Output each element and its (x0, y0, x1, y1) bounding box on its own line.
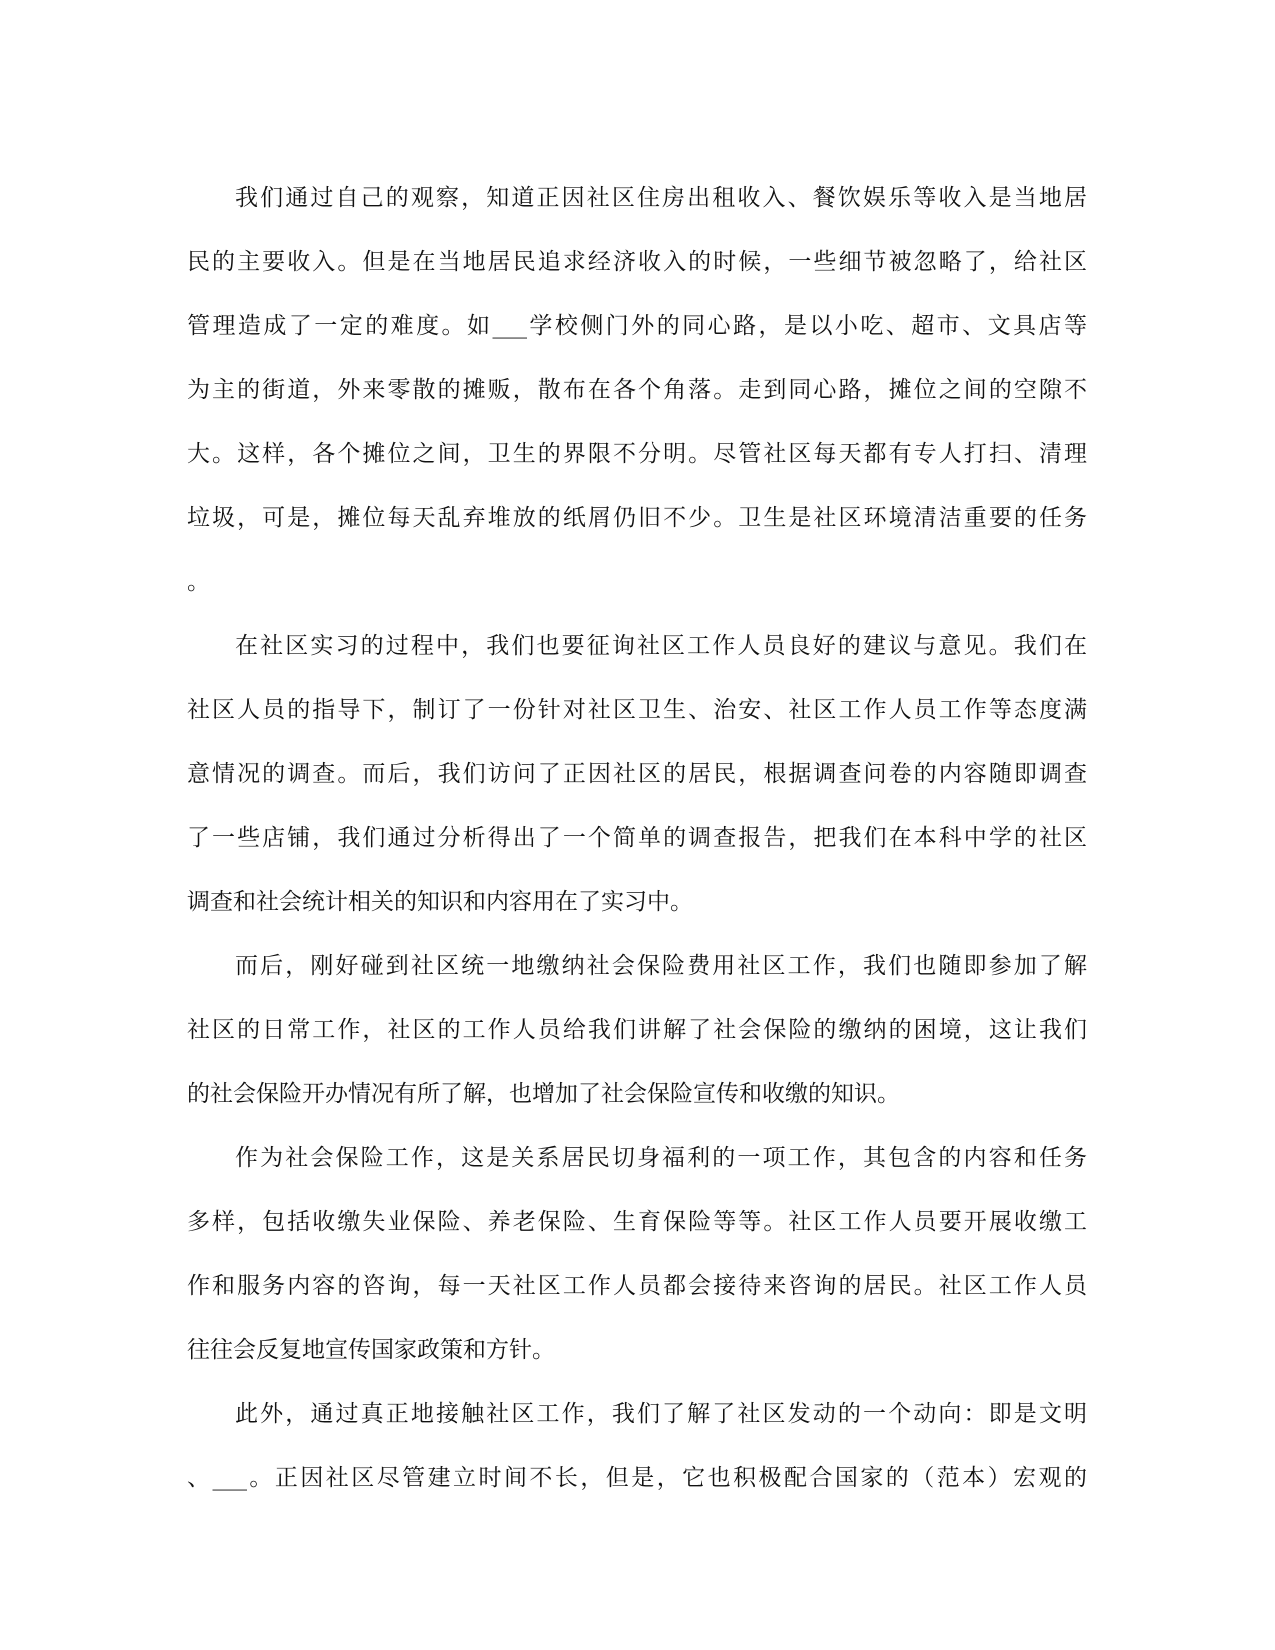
text-line: 作为社会保险工作，这是关系居民切身福利的一项工作，其包含的内容和任务 (235, 1145, 1087, 1171)
text-line: 为主的街道，外来零散的摊贩，散布在各个角落。走到同心路，摊位之间的空隙不 (187, 377, 1087, 403)
text-line: 意情况的调查。而后，我们访问了正因社区的居民，根据调查问卷的内容随即调查 (187, 761, 1087, 787)
text-line: 调查和社会统计相关的知识和内容用在了实习中。 (187, 889, 693, 915)
document-body (187, 166, 1087, 1510)
text-line: 的社会保险开办情况有所了解，也增加了社会保险宣传和收缴的知识。 (187, 1081, 900, 1107)
text-line: 作和服务内容的咨询，每一天社区工作人员都会接待来咨询的居民。社区工作人员 (187, 1273, 1087, 1299)
text-line: 此外，通过真正地接触社区工作，我们了解了社区发动的一个动向：即是文明 (235, 1401, 1087, 1427)
text-line: 社区人员的指导下，制订了一份针对社区卫生、治安、社区工作人员工作等态度满 (187, 697, 1087, 723)
text-line: 多样，包括收缴失业保险、养老保险、生育保险等等。社区工作人员要开展收缴工 (187, 1209, 1087, 1235)
paragraph (187, 934, 1087, 1126)
text-line: 民的主要收入。但是在当地居民追求经济收入的时候，一些细节被忽略了，给社区 (187, 249, 1087, 275)
text-line: 社区的日常工作，社区的工作人员给我们讲解了社会保险的缴纳的困境，这让我们 (187, 1017, 1087, 1043)
text-line: 、___。正因社区尽管建立时间不长，但是，它也积极配合国家的（范本）宏观的 (187, 1465, 1087, 1491)
paragraph (187, 1126, 1087, 1382)
text-line: 而后，刚好碰到社区统一地缴纳社会保险费用社区工作，我们也随即参加了解 (235, 953, 1087, 979)
text-line: 管理造成了一定的难度。如___学校侧门外的同心路，是以小吃、超市、文具店等 (187, 313, 1087, 339)
text-line: 。 (187, 569, 210, 595)
paragraph (187, 1382, 1087, 1510)
text-line: 垃圾，可是，摊位每天乱弃堆放的纸屑仍旧不少。卫生是社区环境清洁重要的任务 (187, 505, 1087, 531)
text-line: 了一些店铺，我们通过分析得出了一个简单的调查报告，把我们在本科中学的社区 (187, 825, 1087, 851)
text-line: 我们通过自己的观察，知道正因社区住房出租收入、餐饮娱乐等收入是当地居 (235, 185, 1087, 211)
text-line: 往往会反复地宣传国家政策和方针。 (187, 1337, 555, 1363)
paragraph (187, 614, 1087, 934)
text-line: 在社区实习的过程中，我们也要征询社区工作人员良好的建议与意见。我们在 (235, 633, 1087, 659)
text-line: 大。这样，各个摊位之间，卫生的界限不分明。尽管社区每天都有专人打扫、清理 (187, 441, 1087, 467)
paragraph (187, 166, 1087, 614)
